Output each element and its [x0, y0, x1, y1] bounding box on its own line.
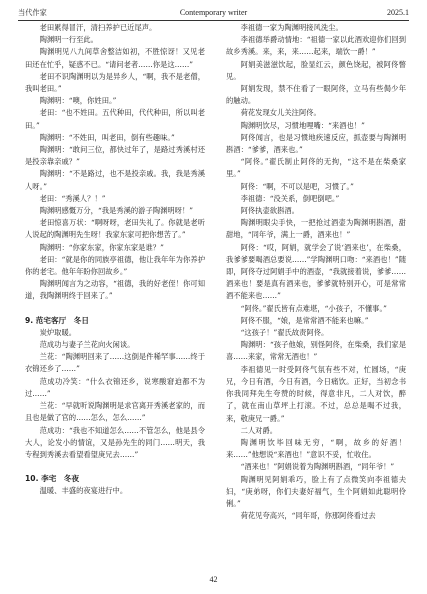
paragraph: 阿佟执壶欲斟酒。 [240, 206, 299, 216]
section-gap [25, 461, 205, 473]
paragraph: 温暖、丰盛的夜宴进行中。 [39, 486, 128, 496]
paragraph: 李祖德：“没关系，倒吧倒吧。” [240, 193, 340, 203]
paragraph: 阿佟闻言，也是习惯地疾速反应，抓壶要与陶渊明斟酒：“爹爹，酒来也。” [226, 132, 406, 155]
paragraph: “酒来也！”阿娟说着为陶渊明斟酒，“同年爷！” [240, 462, 395, 472]
paragraph: 阿佟：“哎，阿娟，就学会了说‘酒来也’，在柴桑，我爹爹要喝酒总要说……”学陶渊明口吻：“来酒也！”随即，阿佟夺过阿娟手中的酒壶，“我就接着说，爹爹……酒来也！要是真有酒来也，爹爹就特别开心，可是常常酒不能来也……” [226, 242, 406, 301]
paragraph: 陶渊明一行至此。 [39, 35, 98, 45]
paragraph: 老田累得冒汗，清扫养护已近尾声。 [39, 23, 157, 32]
paragraph: 范成功冷笑：“什么衣锦还乡，说寒酸窘迫都不为过……” [25, 376, 205, 398]
paragraph: 兰花：“早就听说陶渊明是求官离开秀溪老家的，而且也是做了官的……怎么，怎么……” [25, 401, 205, 423]
paragraph: 陶渊明：“不姓田，叫老田，倒有些趣味。” [39, 132, 175, 142]
paragraph: 阿娟美滋滋饮起，脸显红云，颜色饶起，被阿佟瞥见。 [226, 59, 406, 81]
section-gap [25, 303, 205, 315]
paragraph: 陶渊明：“敢问三位，都快过年了，是路过秀溪村还是投亲靠亲戚？” [25, 145, 205, 167]
paragraph: 陶渊明：“噢，你姓田。” [39, 96, 117, 106]
paragraph: 陶渊明：“你家东家，你家东家是谁？” [39, 242, 164, 252]
paragraph: 兰花：“陶渊明回来了……这倒是件稀罕事……终于衣锦还乡了……” [25, 352, 205, 374]
paragraph: 陶渊明见阿娟乖巧，脸上有了点微笑向李祖德夫妇，“庚弟呀，你们夫妻好福气，生个阿娟如此聪明伶俐。” [226, 474, 406, 508]
paragraph: 陶渊明见八九间草舍整洁如初，不胜惊讶！又见老田还在忙乎，疑惑不已。“请问老者……你是这……” [25, 47, 205, 69]
paragraph: 陶渊明饮毕回味无穷，“啊，故乡的好酒！来……”他想说“来酒也！”意识不妥，忙收住。 [226, 437, 406, 460]
paragraph: 李祖德见一时受阿佟气氛有些不对，忙圆场，“庚兄，今日有酒，今日有酒，今日痛饮。正好，当初念书你我同拜先生夸赞的时候，得意非凡，二人对饮，醉了，就在南山草坪上打滚。不过，总总是喝不过我，来，敬庚兄一爵。” [226, 364, 406, 423]
paragraph: 炭炉取暖。 [39, 327, 77, 337]
paragraph: 老田：“秀溪人？！” [39, 193, 106, 203]
paragraph: 老田：“也不姓田。五代种田，代代种田，所以叫老田。” [25, 108, 205, 130]
paragraph: 老田不识陶渊明以为是异乡人，“啊，我不是老僧，我叫老田。” [25, 71, 205, 94]
page-number: 42 [209, 575, 218, 584]
header-rule [18, 20, 409, 21]
paragraph: 范成功：“我也不知道怎么……不管怎么，他是县令大人，论发小的情谊，又是孙先生的同门……明天，我专程到秀溪去看望看望庚兄去……” [25, 425, 205, 459]
paragraph: 李祖德举爵动情地：“祖德一家以此酒欢迎你们回到故乡秀溪。来，来，来……起来，端饮一爵！” [226, 35, 406, 57]
paragraph: 陶渊明：“孩子他娘，别怪阿佟，在柴桑，我们家是喜……来家，常常无酒也！” [226, 340, 406, 362]
paragraph: “这孩子！”翟氏故责阿佟。 [240, 328, 329, 338]
paragraph: 老田惊喜万状：“啊呀呀，老田失礼了。你就是老听人说起的陶渊明先生呀！我家东家可把你想苦了。” [25, 218, 205, 240]
scene-heading: 9. 范宅客厅 冬日 [25, 315, 89, 325]
paragraph: 陶渊明感慨万分，“我是秀溪的游子陶渊明呀！” [39, 206, 193, 216]
journal-title-en: Contemporary writer [179, 8, 248, 17]
paragraph: 阿佟：“啊，不可以是吧，习惯了。” [240, 181, 354, 191]
paragraph: 老田：“就是你的同族亭祖德，他让我年年为你养护你的老宅。他年年盼你回故乡。” [25, 254, 205, 277]
journal-title: 当代作家 [18, 8, 47, 17]
left-column [25, 22, 205, 498]
paragraph: 荷花见夸高兴，“同年哥，你那阿佟看过去 [240, 511, 376, 521]
paragraph: “阿佟。”翟氏制止阿佟的无拘，“这不是在柴桑家里。” [226, 157, 406, 179]
paragraph: 李祖德一家为陶渊明接风洗尘。 [240, 23, 343, 32]
paragraph: 陶渊明：“不是路过，也不是投亲戚。我，我是秀溪人呀。” [25, 169, 205, 191]
paragraph: “阿佟。”翟氏皆有点难堪，“小孩子，不懂事。” [240, 303, 387, 313]
right-column [226, 22, 406, 522]
paragraph: 阿娟发现，禁不住看了一眼阿佟，立马有些侷少年的触动。 [226, 84, 406, 106]
running-header [18, 7, 409, 19]
paragraph: 陶渊明闻言为之动容，“祖德，我的好老侄！你可知道，我陶渊明终于回来了。” [25, 279, 205, 301]
paragraph: 范成功与妻子兰花向火闲谈。 [39, 340, 135, 350]
paragraph: 陶渊明饮尽，习惯地哩嘴：“来酒也！” [240, 120, 365, 130]
paragraph: 二人对爵。 [240, 425, 278, 435]
scene-heading: 10. 李宅 冬夜 [25, 474, 80, 484]
paragraph: 陶渊明眼尖手快，一把抢过酒壶为陶渊明斟酒，甜甜地，“同年爷，满上一爵，酒来也！” [226, 218, 406, 240]
paragraph: 荷花发现女儿关注阿佟。 [240, 108, 321, 118]
paragraph: 阿佟不服，“娘，是常常酒不能来也嘛。” [240, 315, 369, 325]
issue-number: 2025.1 [387, 8, 409, 17]
